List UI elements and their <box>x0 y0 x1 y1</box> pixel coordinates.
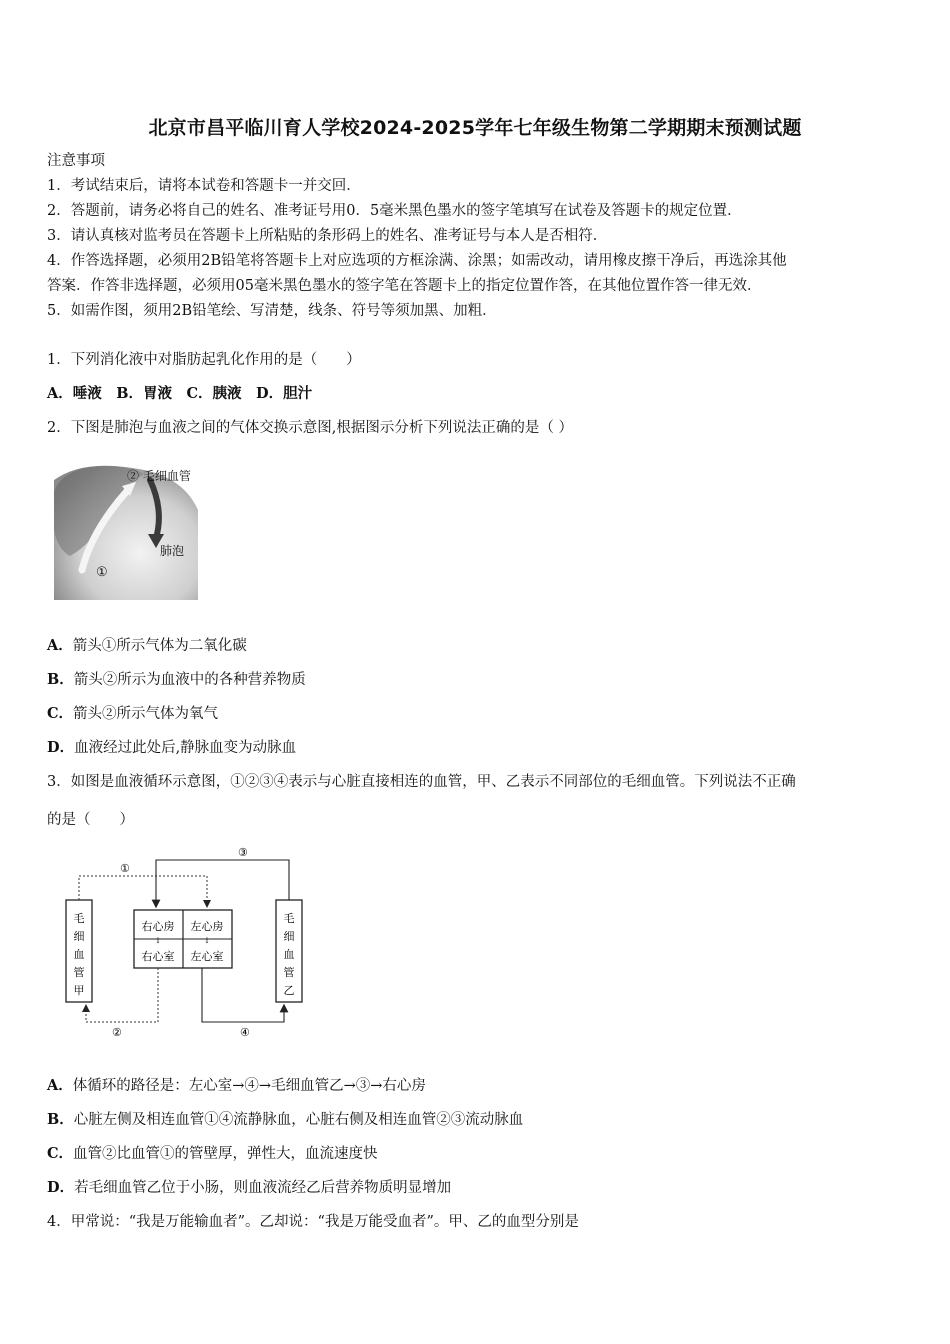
left-atrium-label: 左心房 <box>190 920 224 933</box>
capillary-b-char: 毛 <box>283 912 295 925</box>
notice-item-1: 1．考试结束后，请将本试卷和答题卡一并交回． <box>47 178 361 194</box>
q4-stem: 4．甲常说：“我是万能输血者”。乙却说：“我是万能受血者”。甲、乙的血型分别是 <box>47 1214 579 1230</box>
vessel-1 <box>79 876 207 904</box>
circulation-svg <box>60 842 310 1039</box>
q2-option-d: D．血液经过此处后,静脉血变为动脉血 <box>47 739 297 756</box>
right-atrium-label: 右心房 <box>141 920 175 933</box>
alveolus-figure <box>52 460 200 600</box>
page-title: 北京市昌平临川育人学校2024-2025学年七年级生物第二学期期末预测试题 <box>148 117 802 139</box>
notice-item-4: 4．作答选择题，必须用2B铅笔将答题卡上对应选项的方框涂满、涂黑；如需改动，请用橡皮擦干净后，再选涂其他 <box>47 253 787 269</box>
q3-option-a: A．体循环的路径是：左心室→④→毛细血管乙→③→右心房 <box>47 1077 426 1094</box>
capillary-a-char: 毛 <box>73 912 85 925</box>
capillary-label: ② 毛细血管 <box>127 469 191 483</box>
notice-heading: 注意事项 <box>47 153 105 169</box>
vessel-3 <box>156 860 289 904</box>
q2-option-c: C．箭头②所示气体为氧气 <box>47 705 219 722</box>
capillary-a-char: 血 <box>73 948 85 961</box>
svg-text:↓: ↓ <box>154 936 162 945</box>
q3-option-d: D．若毛细血管乙位于小肠，则血液流经乙后营养物质明显增加 <box>47 1179 452 1196</box>
vessel-2-mark: ② <box>112 1026 122 1039</box>
vessel-3-mark: ③ <box>238 846 248 859</box>
left-ventricle-label: 左心室 <box>190 950 224 963</box>
capillary-b-char: 血 <box>283 948 295 961</box>
q3-stem: 3．如图是血液循环示意图，①②③④表示与心脏直接相连的血管，甲、乙表示不同部位的毛细血管。下列说法不正确 <box>47 774 796 790</box>
capillary-b-char: 乙 <box>283 984 295 997</box>
vessel-4-mark: ④ <box>240 1026 250 1039</box>
q3-option-b: B．心脏左侧及相连血管①④流静脉血，心脏右侧及相连血管②③流动脉血 <box>47 1111 524 1128</box>
q2-option-a: A．箭头①所示气体为二氧化碳 <box>47 637 247 654</box>
capillary-b-char: 细 <box>283 930 295 943</box>
q3-option-c: C．血管②比血管①的管壁厚，弹性大，血流速度快 <box>47 1145 378 1162</box>
capillary-a-char: 甲 <box>73 984 85 997</box>
capillary-a-char: 管 <box>73 966 85 979</box>
capillary-b-char: 管 <box>283 966 295 979</box>
q1-stem: 1．下列消化液中对脂肪起乳化作用的是（ ） <box>47 352 361 368</box>
alveolus-svg <box>52 460 200 600</box>
svg-text:↓: ↓ <box>203 936 211 945</box>
q1-options: A．唾液 B．胃液 C．胰液 D．胆汁 <box>47 385 313 402</box>
q2-option-b: B．箭头②所示为血液中的各种营养物质 <box>47 671 306 688</box>
q3-stem-cont: 的是（ ） <box>47 812 134 828</box>
vessel-2 <box>86 968 158 1022</box>
q2-stem: 2．下图是肺泡与血液之间的气体交换示意图,根据图示分析下列说法正确的是（ ） <box>47 420 573 436</box>
notice-item-5: 5．如需作图，须用2B铅笔绘、写清楚，线条、符号等须加黑、加粗． <box>47 303 497 319</box>
vessel-4 <box>202 968 284 1022</box>
right-ventricle-label: 右心室 <box>141 950 175 963</box>
notice-item-4-cont: 答案．作答非选择题，必须用05毫米黑色墨水的签字笔在答题卡上的指定位置作答，在其他位置作答一律无效． <box>47 278 762 294</box>
arrow-one-label: ① <box>96 565 108 580</box>
circulation-figure <box>60 842 310 1039</box>
alveolus-label: 肺泡 <box>160 544 185 558</box>
notice-item-2: 2．答题前，请务必将自己的姓名、准考证号用0．5毫米黑色墨水的签字笔填写在试卷及答题卡的规定位置． <box>47 203 742 219</box>
vessel-1-mark: ① <box>120 862 130 875</box>
capillary-a-char: 细 <box>73 930 85 943</box>
notice-item-3: 3．请认真核对监考员在答题卡上所粘贴的条形码上的姓名、准考证号与本人是否相符． <box>47 228 608 244</box>
